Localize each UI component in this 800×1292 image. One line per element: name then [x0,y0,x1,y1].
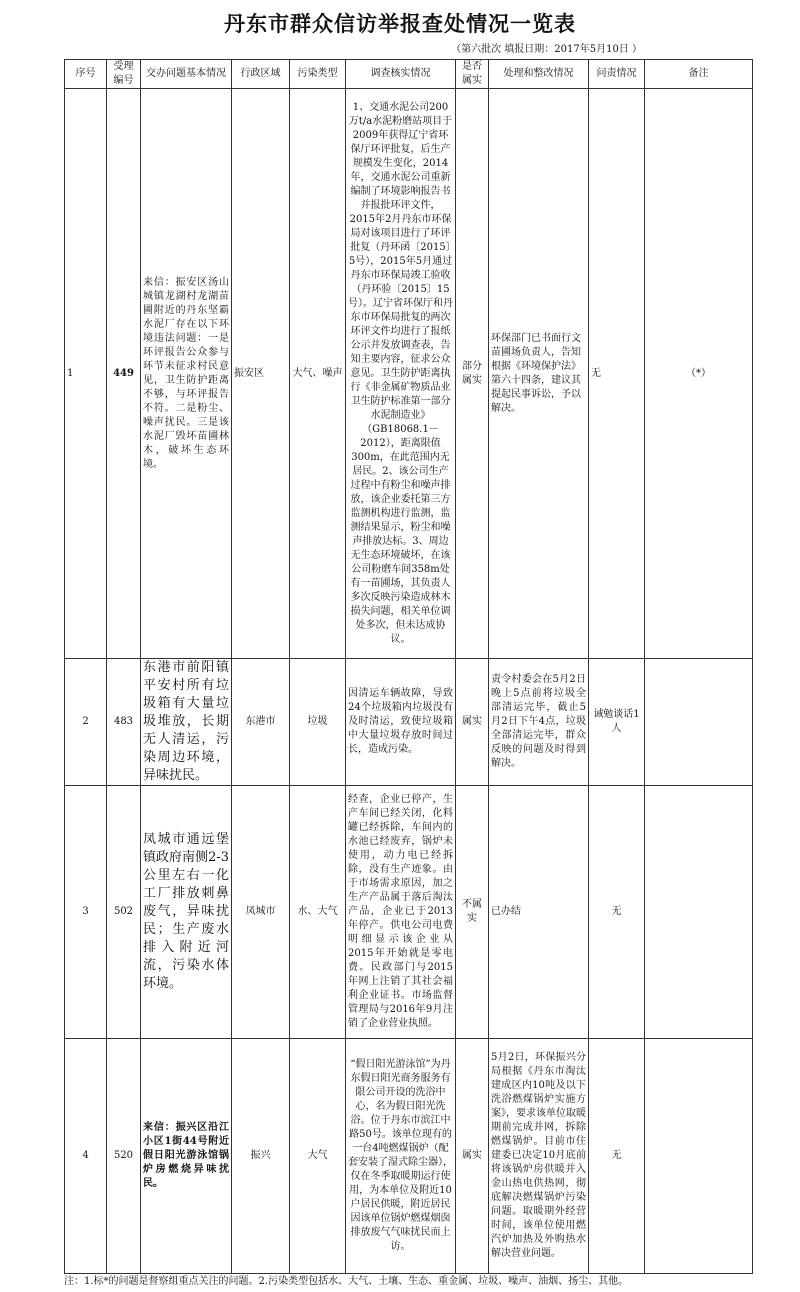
cell-verification: 经查，企业已停产，生产车间已经关闭，化料罐已经拆除，车间内的水池已经废弃，锅炉未使用，动力电已经拆除，没有生产迹象。由于市场需求原因，加之生产产品属于落后淘汰产品，企业已于2013年停产。供电公司电费明细显示该企业从2015年开始就是零电费。民政部门与2015年网上注销了其社会福利企业证书。市场监督管理局与2016年9月注销了企业营业执照。 [346,786,456,1039]
cell-is-true: 属实 [456,1039,489,1274]
cell-accountability: 无 [589,1039,645,1274]
table-header-row [65,60,753,89]
cell-accountability: 无 [589,89,645,659]
cell-seq: 1 [65,89,107,659]
cell-pollution: 水、大气 [290,786,346,1039]
cell-pollution: 大气 [290,1039,346,1274]
cell-remark [645,786,753,1039]
cell-accept-no: 483 [107,659,141,786]
cell-region: 振安区 [232,89,290,659]
cell-handling: 5月2日，环保振兴分局根据《丹东市淘汰建成区内10吨及以下洗浴燃煤锅炉实施方案》，要求该单位取暖期前完成并网，拆除燃煤锅炉。目前市住建委已决定10月底前将该锅炉房供暖并入金山热电供热网，彻底解决燃煤锅炉污染问题。取暖期外经营时间，该单位使用燃汽炉加热及外购热水解决营业问题。 [489,1039,589,1274]
cell-verification: 因清运车辆故障，导致24个垃圾箱内垃圾没有及时清运，致使垃圾箱中大量垃圾存放时间过长，造成污染。 [346,659,456,786]
cell-region: 振兴 [232,1039,290,1274]
cell-verification: “假日阳光游泳馆”为丹东假日阳光商务服务有限公司开设的洗浴中心，名为假日阳光洗浴。位于丹东市滨江中路50号。该单位现有的一台4吨燃煤锅炉（配套安装了湿式除尘器），仅在冬季取暖期运行使用，为本单位及附近10户居民供暖，附近居民因该单位锅炉燃煤烟囱排放废气气味扰民而上访。 [346,1039,456,1274]
page-title: 丹东市群众信访举报查处情况一览表 [224,12,576,36]
cell-seq: 2 [65,659,107,786]
cell-remark: （*） [645,89,753,659]
header-seq: 序号 [65,60,107,89]
header-is-true: 是否属实 [456,60,489,89]
cell-region: 东港市 [232,659,290,786]
cell-is-true: 属实 [456,659,489,786]
header-problem: 交办问题基本情况 [141,60,232,89]
cell-remark [645,1039,753,1274]
cell-region: 凤城市 [232,786,290,1039]
header-verification: 调查核实情况 [346,60,456,89]
header-remark: 备注 [645,60,753,89]
cell-problem: 凤城市通远堡镇政府南侧2-3公里左右一化工厂排放刺鼻废气，异味扰民；生产废水排入附近河流，污染水体环境。 [141,786,232,1039]
cell-accountability: 无 [589,786,645,1039]
header-handling: 处理和整改情况 [489,60,589,89]
cell-pollution: 垃圾 [290,659,346,786]
cell-accountability: 诫勉谈话1人 [589,659,645,786]
cell-seq: 4 [65,1039,107,1274]
cell-remark [645,659,753,786]
cell-seq: 3 [65,786,107,1039]
cell-accept-no: 520 [107,1039,141,1274]
header-region: 行政区域 [232,60,290,89]
cell-handling: 责令村委会在5月2日晚上5点前将垃圾全部清运完毕，截止5月2日下午4点，垃圾全部清运完毕，群众反映的问题及时得到解决。 [489,659,589,786]
cell-handling: 环保部门已书面行文苗圃场负责人，告知根据《环境保护法》第六十四条，建议其提起民事诉讼，予以解决。 [489,89,589,659]
cell-accept-no: 502 [107,786,141,1039]
cell-verification: 1、交通水泥公司200万t/a水泥粉磨站项目于2009年获得辽宁省环保厅环评批复，后生产规模发生变化，2014年，交通水泥公司重新编制了环境影响报告书并报批环评文件，2015年2月丹东市环保局对该项目进行了环评批复（丹环函〔2015〕5号），2015年5月通过丹东市环保局竣工验收（丹环验〔2015〕15号）。辽宁省环保厅和丹东市环保局批复的两次环评文件均进行了报纸公示并发放调查表，告知主要内容，征求公众意见。卫生防护距离执行《非金属矿物质品业卫生防护标准第一部分水泥制造业》（GB18068.1－2012），距离限值300m，在此范围内无居民。2、该公司生产过程中有粉尘和噪声排放，该企业委托第三方监测机构进行监测，监测结果显示，粉尘和噪声排放达标。3、周边无生态环境破坏，在该公司粉磨车间358m处有一苗圃场，其负责人多次反映污染造成林木损失问题，相关单位调处多次，但未达成协议。 [346,89,456,659]
header-pollution: 污染类型 [290,60,346,89]
footnote: 注：1.标*的问题是督察组重点关注的问题。2.污染类型包括水、大气、土壤、生态、重金属、垃圾、噪声、油烟、扬尘、其他。 [64,1276,629,1287]
cell-handling: 已办结 [489,786,589,1039]
table-row [65,89,753,659]
cell-is-true: 不属实 [456,786,489,1039]
cell-problem: 东港市前阳镇平安村所有垃圾箱有大量垃圾堆放，长期无人清运，污染周边环境，异味扰民。 [141,659,232,786]
table-row [65,786,753,1039]
batch-and-date: （第六批次 填报日期：2017年5月10日 ） [451,44,642,55]
cell-problem: 来信：振安区汤山城镇龙湖村龙湖苗圃附近的丹东坚霸水泥厂存在以下环境违法问题：一是环评报告公众参与环节未征求村民意见，卫生防护距离不够，与环评报告不符。二是粉尘、噪声扰民。三是该水泥厂毁坏苗圃林木，破坏生态环境。 [141,89,232,659]
cell-pollution: 大气、噪声 [290,89,346,659]
header-accountability: 问责情况 [589,60,645,89]
cell-problem: 来信：振兴区沿江小区1街44号附近假日阳光游泳馆锅炉房燃烧异味扰民。 [141,1039,232,1274]
cell-is-true: 部分属实 [456,89,489,659]
header-accept-no: 受理编号 [107,60,141,89]
table-row [65,1039,753,1274]
table-row [65,659,753,786]
cell-accept-no: 449 [107,89,141,659]
complaint-table [64,59,753,1274]
